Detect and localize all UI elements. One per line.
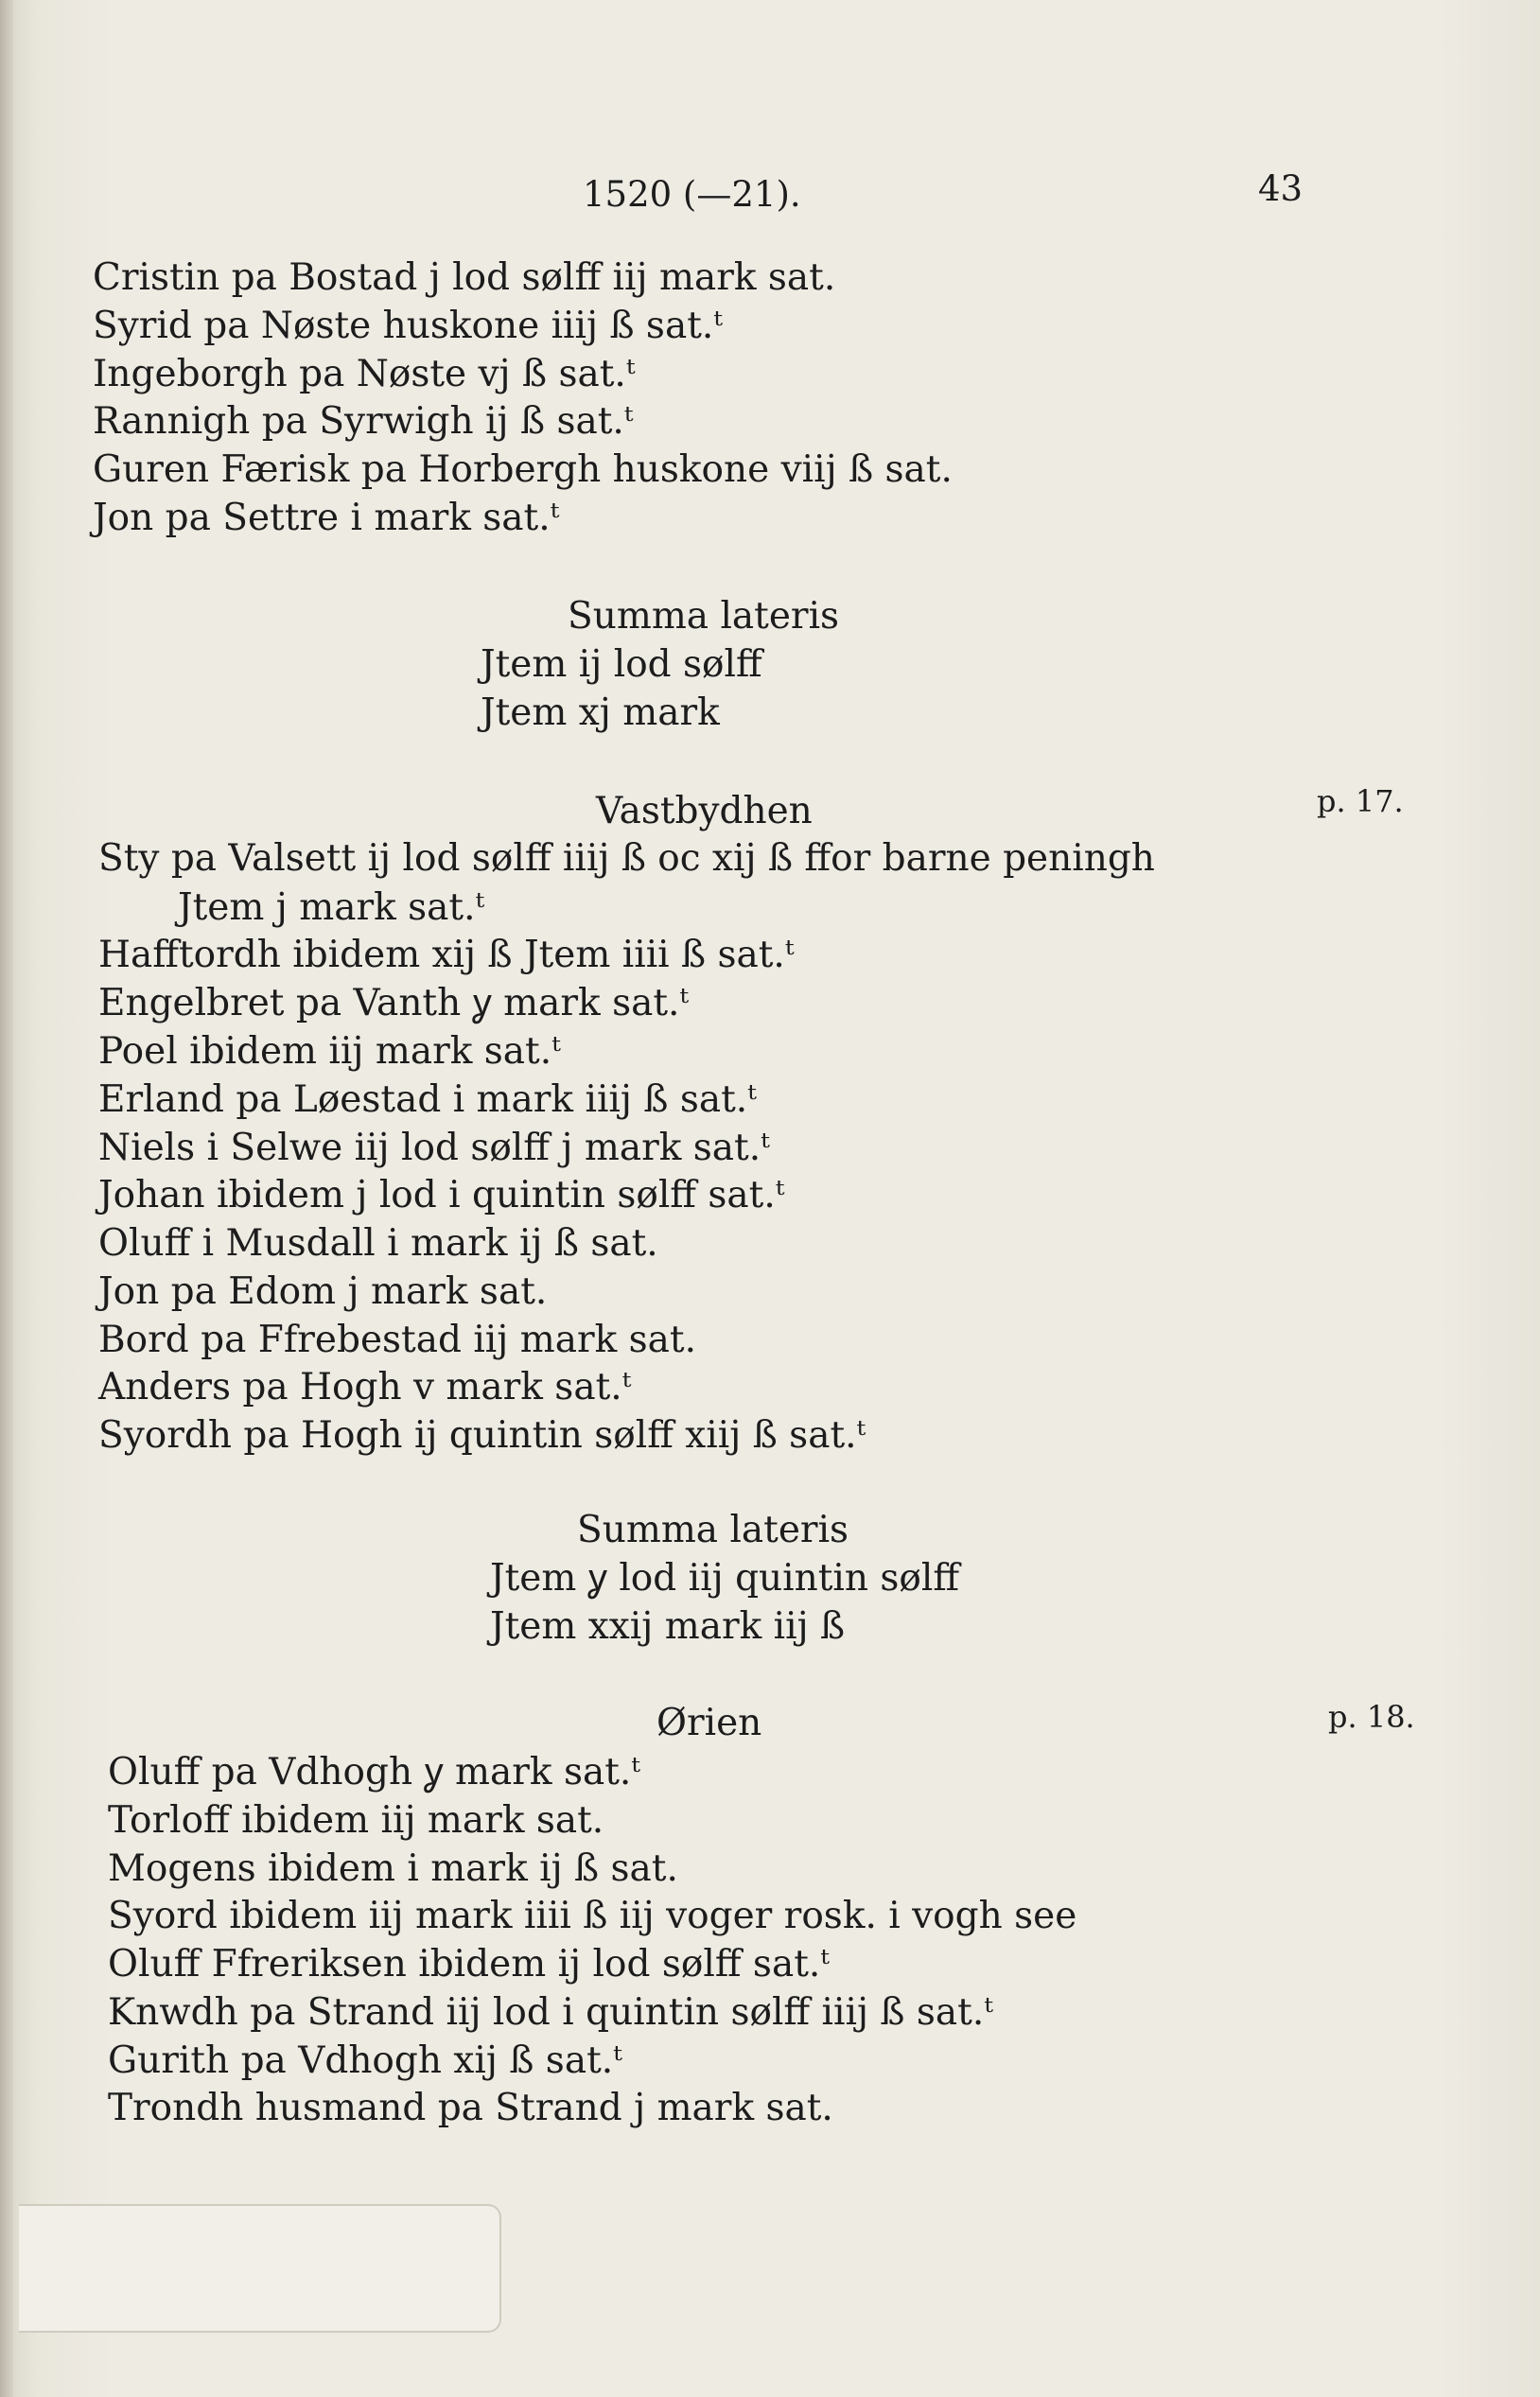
section-heading: Ørien [656, 1702, 762, 1744]
summa-line: Jtem ij lod sølff [481, 643, 762, 686]
entry-line: Erland pa Løestad i mark iiij ß sat.ᵗ [98, 1078, 757, 1121]
entry-line: Ingeborgh pa Nøste vj ß sat.ᵗ [93, 353, 636, 395]
page-title: 1520 (—21). [583, 174, 801, 215]
blank-tab-area [19, 2204, 501, 2333]
entry-line: Syordh pa Hogh ij quintin sølff xiij ß sat.ᵗ [98, 1414, 866, 1457]
entry-line: Oluff Ffreriksen ibidem ij lod sølff sat.ᵗ [108, 1943, 830, 1986]
entry-line: Jon pa Edom j mark sat. [98, 1270, 548, 1313]
entry-line: Guren Færisk pa Horbergh huskone viij ß sat. [93, 448, 953, 491]
entry-line: Hafftordh ibidem xij ß Jtem iiii ß sat.ᵗ [98, 934, 795, 976]
entry-line: Mogens ibidem i mark ij ß sat. [108, 1847, 678, 1890]
summa-line: Jtem xxij mark iij ß [490, 1605, 846, 1648]
entry-line: Anders pa Hogh v mark sat.ᵗ [98, 1366, 632, 1408]
entry-line: Niels i Selwe iij lod sølff j mark sat.ᵗ [98, 1127, 770, 1169]
entry-line: Oluff pa Vdhogh ỿ mark sat.ᵗ [108, 1751, 640, 1793]
summa-heading: Summa lateris [568, 595, 840, 638]
margin-reference: p. 18. [1328, 1699, 1415, 1735]
entry-line: Syord ibidem iij mark iiii ß iij voger rosk. i vogh see [108, 1895, 1077, 1937]
entry-line: Poel ibidem iij mark sat.ᵗ [98, 1030, 561, 1073]
entry-line: Sty pa Valsett ij lod sølff iiij ß oc xij ß ffor barne peningh [98, 837, 1155, 880]
summa-heading: Summa lateris [577, 1509, 849, 1551]
section-heading: Vastbydhen [596, 790, 813, 832]
entry-line: Syrid pa Nøste huskone iiij ß sat.ᵗ [93, 305, 723, 347]
summa-line: Jtem ỿ lod iij quintin sølff [490, 1557, 960, 1600]
entry-line: Bord pa Ffrebestad iij mark sat. [98, 1319, 696, 1361]
entry-line: Oluff i Musdall i mark ij ß sat. [98, 1222, 658, 1265]
entry-line: Knwdh pa Strand iij lod i quintin sølff iiij ß sat.ᵗ [108, 1991, 993, 2034]
entry-line: Engelbret pa Vanth ỿ mark sat.ᵗ [98, 982, 690, 1024]
entry-line: Johan ibidem j lod i quintin sølff sat.ᵗ [98, 1174, 785, 1216]
summa-line: Jtem xj mark [481, 691, 720, 734]
page-number: 43 [1258, 168, 1304, 209]
entry-line: Cristin pa Bostad j lod sølff iij mark sat. [93, 256, 836, 299]
entry-line: Torloff ibidem iij mark sat. [108, 1799, 604, 1842]
entry-line: Gurith pa Vdhogh xij ß sat.ᵗ [108, 2039, 622, 2082]
entry-line: Trondh husmand pa Strand j mark sat. [108, 2087, 833, 2129]
entry-line: Jon pa Settre i mark sat.ᵗ [93, 497, 560, 539]
entry-line: Rannigh pa Syrwigh ij ß sat.ᵗ [93, 400, 634, 443]
entry-line: Jtem j mark sat.ᵗ [178, 886, 485, 929]
margin-reference: p. 17. [1317, 783, 1404, 819]
page-edge [0, 0, 13, 2397]
